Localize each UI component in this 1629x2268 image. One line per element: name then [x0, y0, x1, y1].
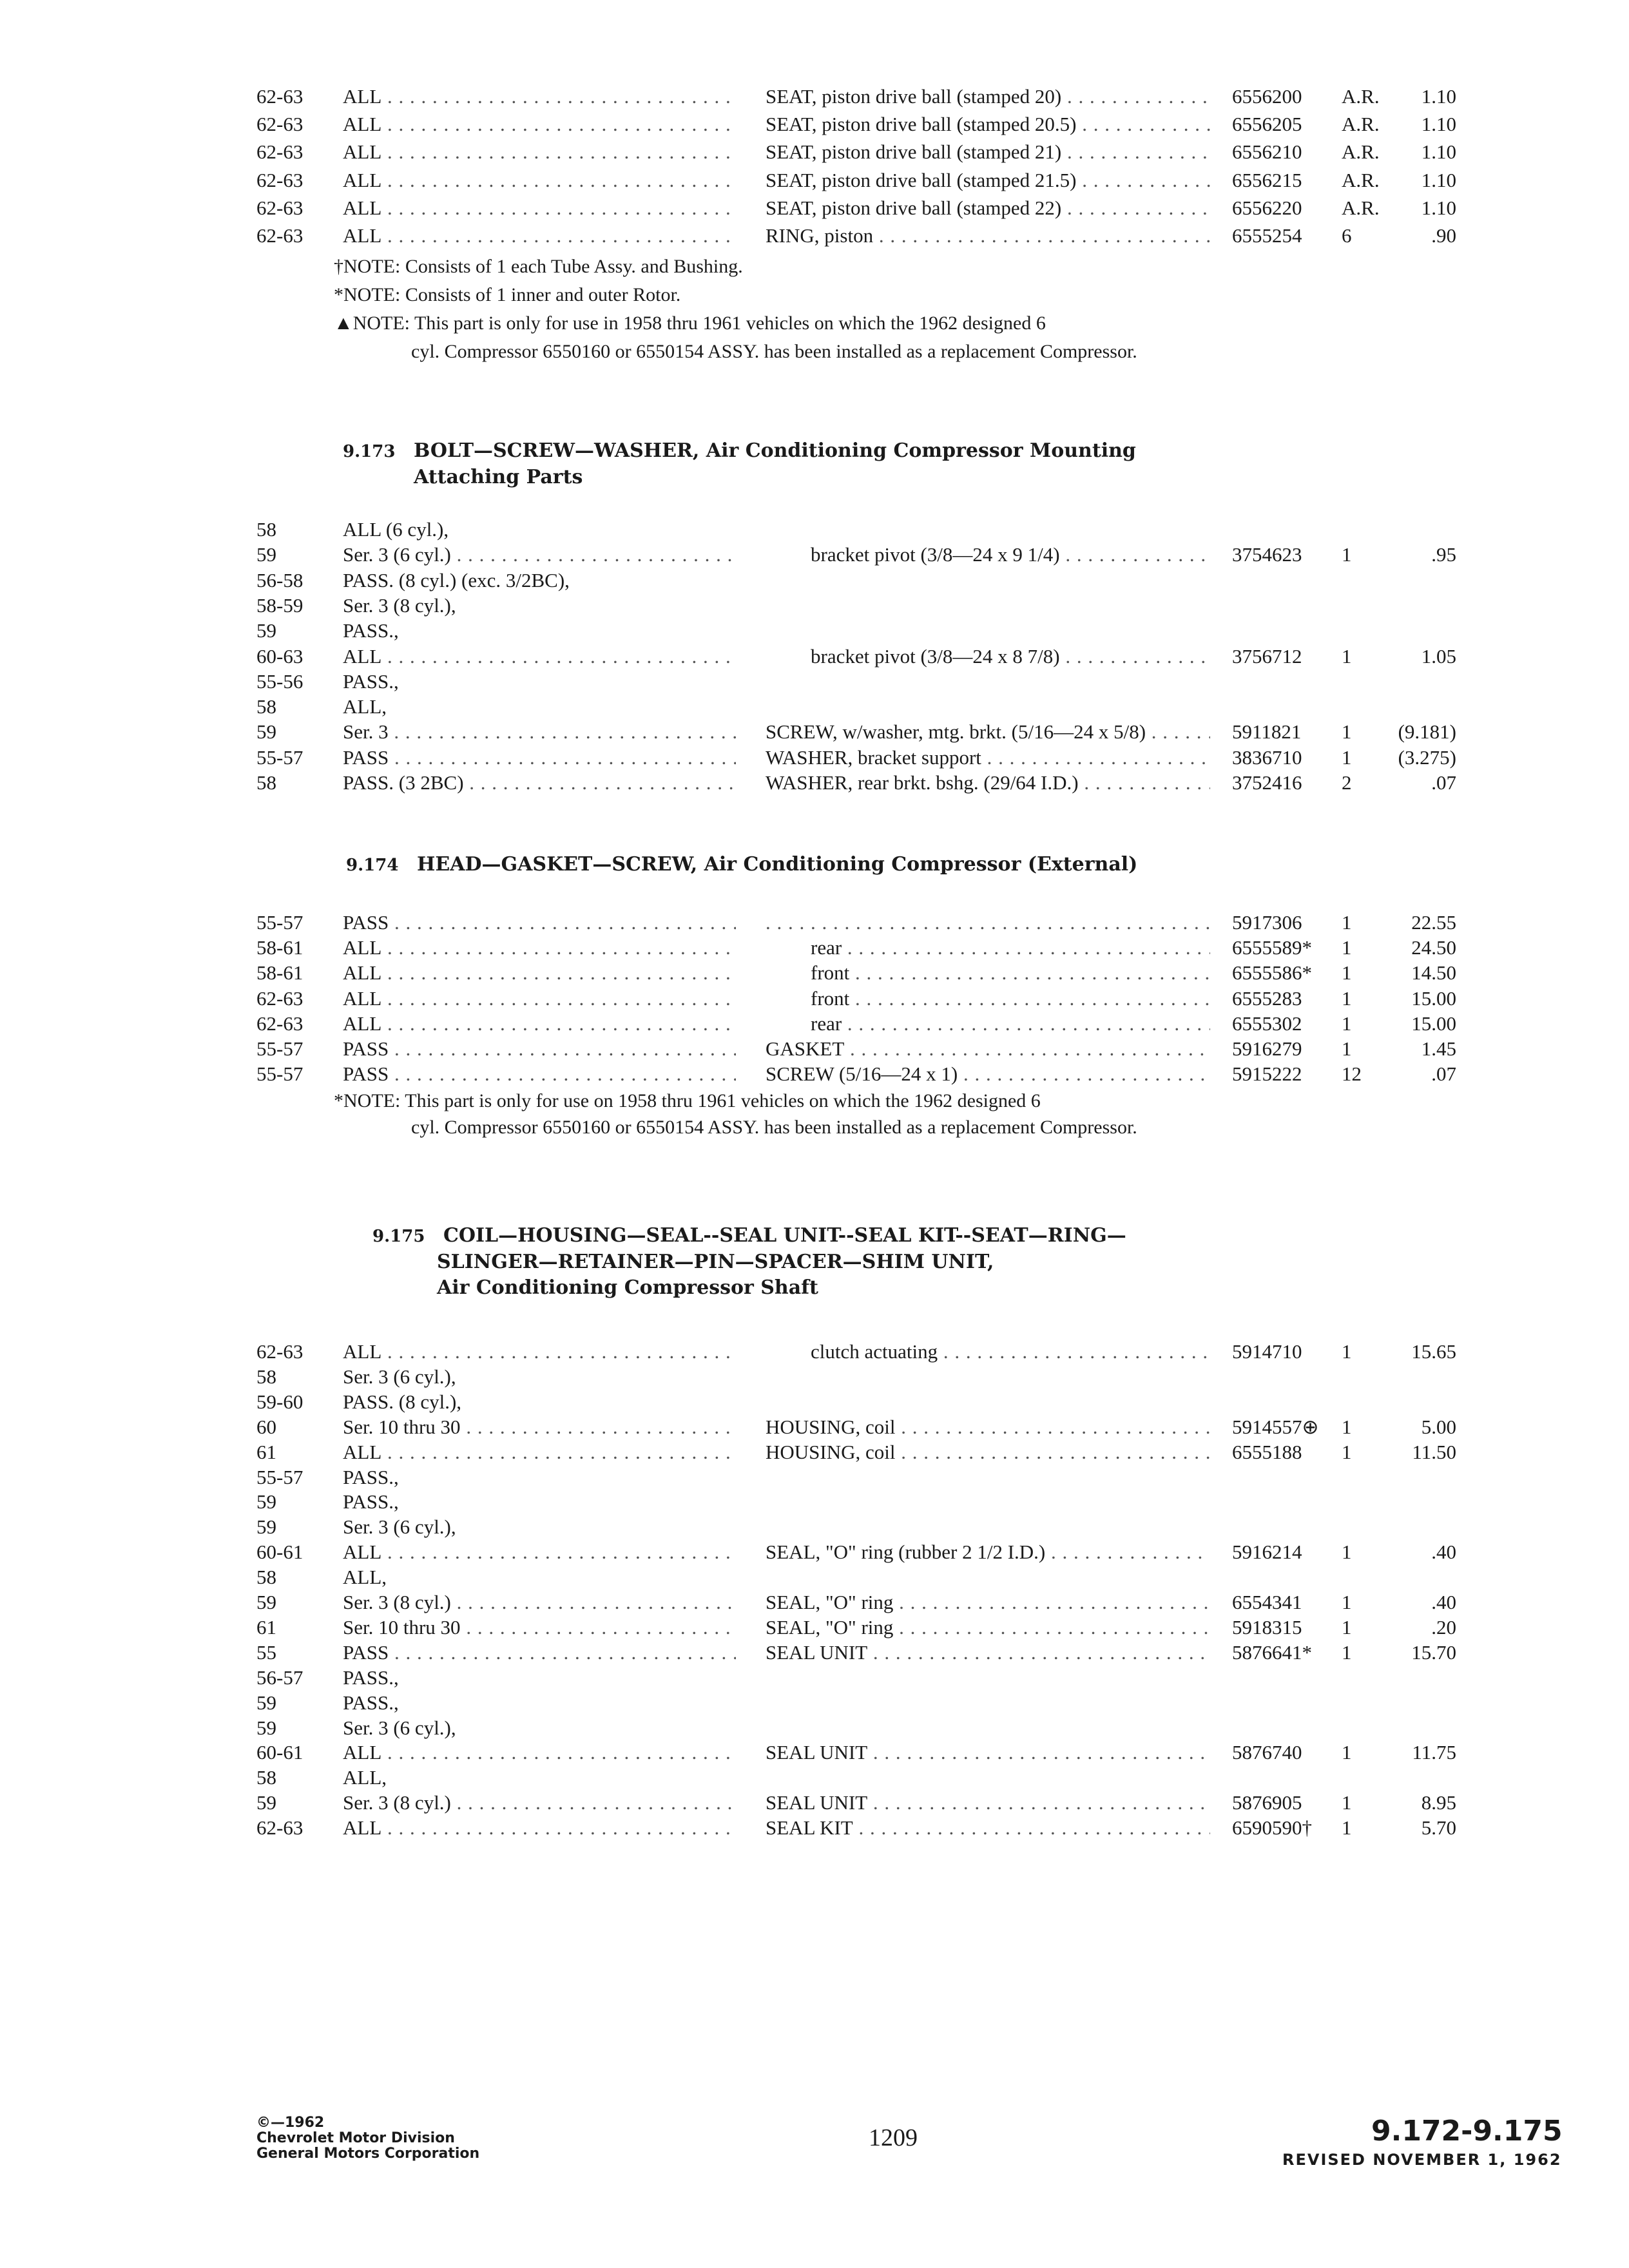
model-cell: Ser. 3 (8 cyl.), [343, 594, 456, 617]
model-cell: ALL . . . [343, 960, 736, 986]
section-range: 9.172-9.175 [1371, 2115, 1563, 2148]
table-row [0, 223, 1629, 249]
table-row [0, 1439, 1629, 1465]
quantity-cell: 1 [1342, 961, 1352, 984]
years-cell: 60-63 [256, 645, 304, 668]
description-cell: WASHER, rear brkt. bshg. (29/64 I.D.) . . . [766, 770, 1210, 796]
model-cell: PASS . . . [343, 745, 736, 771]
section-title-line: Attaching Parts [414, 466, 583, 488]
model-cell: ALL . . . [343, 935, 736, 961]
model-cell: ALL, [343, 1766, 387, 1789]
part-number-cell: 5911821 [1232, 720, 1302, 743]
quantity-cell: 1 [1342, 1641, 1352, 1664]
part-number-cell: 3754623 [1232, 543, 1302, 566]
table-row [0, 1564, 1629, 1590]
table-row [0, 1590, 1629, 1615]
table-row [0, 111, 1629, 137]
price-cell: 15.00 [1411, 987, 1456, 1010]
part-number-cell: 5916214 [1232, 1541, 1302, 1563]
description-cell: SCREW, w/washer, mtg. brkt. (5/16—24 x 5/8) . . . [766, 719, 1210, 745]
price-cell: 8.95 [1421, 1791, 1456, 1814]
model-cell: PASS., [343, 619, 399, 642]
model-cell: ALL . . . [343, 1815, 736, 1841]
quantity-cell: A.R. [1342, 169, 1380, 191]
years-cell: 55-56 [256, 670, 304, 693]
quantity-cell: 1 [1342, 1012, 1352, 1035]
quantity-cell: 1 [1342, 1416, 1352, 1438]
part-number-cell: 5876740 [1232, 1741, 1302, 1763]
description-cell: SCREW (5/16—24 x 1) . . . [766, 1061, 1210, 1087]
model-cell: ALL . . . [343, 644, 736, 669]
years-cell: 62-63 [256, 1012, 304, 1035]
table-row [0, 1790, 1629, 1816]
model-cell: PASS . . . [343, 1640, 736, 1666]
table-row [0, 1465, 1629, 1490]
description-cell: bracket pivot (3/8—24 x 8 7/8) . . . [811, 644, 1210, 669]
footer-copyright: ©—1962 [256, 2115, 325, 2131]
table-row [0, 1389, 1629, 1415]
table-row [0, 1514, 1629, 1540]
years-cell: 59 [256, 1591, 276, 1613]
part-number-cell: 6556200 [1232, 85, 1302, 108]
years-cell: 55-57 [256, 1037, 304, 1060]
description-cell: HOUSING, coil . . . [766, 1439, 1210, 1465]
part-number-cell: 5876641* [1232, 1641, 1312, 1664]
description-cell: front . . . [811, 960, 1210, 986]
years-cell: 58-61 [256, 936, 304, 959]
price-cell: 1.10 [1421, 197, 1456, 219]
description-cell: RING, piston . . . [766, 223, 1210, 249]
price-cell: (3.275) [1398, 746, 1456, 769]
model-cell: Ser. 3 (8 cyl.) . . . [343, 1790, 736, 1816]
description-cell: bracket pivot (3/8—24 x 9 1/4) . . . [811, 542, 1210, 568]
section-number: 9.173 [343, 442, 396, 461]
quantity-cell: 1 [1342, 1591, 1352, 1613]
description-cell: front . . . [811, 986, 1210, 1012]
model-cell: Ser. 3 (6 cyl.) . . . [343, 542, 736, 568]
years-cell: 55-57 [256, 1466, 304, 1488]
model-cell: PASS. (3 2BC) . . . [343, 770, 736, 796]
years-cell: 55-57 [256, 746, 304, 769]
price-cell: .20 [1431, 1616, 1456, 1639]
table-row [0, 568, 1629, 593]
table-row [0, 1414, 1629, 1440]
description-cell: SEAL UNIT . . . [766, 1790, 1210, 1816]
model-cell: ALL, [343, 695, 387, 718]
years-cell: 55-57 [256, 1062, 304, 1085]
table-row [0, 1364, 1629, 1390]
years-cell: 62-63 [256, 987, 304, 1010]
model-cell: ALL . . . [343, 223, 736, 249]
table-row [0, 542, 1629, 568]
model-cell: Ser. 10 thru 30 . . . [343, 1414, 736, 1440]
model-cell: ALL . . . [343, 195, 736, 221]
description-cell: SEAT, piston drive ball (stamped 21) . . . [766, 139, 1210, 165]
model-cell: PASS. (8 cyl.), [343, 1390, 462, 1413]
quantity-cell: 2 [1342, 771, 1352, 794]
description-cell: rear . . . [811, 935, 1210, 961]
section-title: BOLT—SCREW—WASHER, Air Conditioning Compressor Mounting [414, 439, 1136, 462]
section-heading [343, 438, 1136, 490]
years-cell: 59 [256, 1515, 276, 1538]
note-text: †NOTE: Consists of 1 each Tube Assy. and Bushing. [334, 256, 743, 277]
quantity-cell: 1 [1342, 1541, 1352, 1563]
description-cell: SEAL KIT . . . [766, 1815, 1210, 1841]
quantity-cell: 1 [1342, 1340, 1352, 1363]
price-cell: 1.05 [1421, 645, 1456, 668]
part-number-cell: 5876905 [1232, 1791, 1302, 1814]
quantity-cell: 1 [1342, 1816, 1352, 1839]
quantity-cell: 1 [1342, 1791, 1352, 1814]
years-cell: 62-63 [256, 1816, 304, 1839]
table-row [0, 1715, 1629, 1741]
years-cell: 62-63 [256, 140, 304, 163]
quantity-cell: A.R. [1342, 140, 1380, 163]
years-cell: 60-61 [256, 1541, 304, 1563]
model-cell: ALL . . . [343, 168, 736, 193]
part-number-cell: 5914710 [1232, 1340, 1302, 1363]
table-row [0, 1339, 1629, 1365]
price-cell: 1.10 [1421, 85, 1456, 108]
quantity-cell: 1 [1342, 746, 1352, 769]
table-row [0, 669, 1629, 695]
table-row [0, 593, 1629, 619]
description-cell: SEAL, "O" ring . . . [766, 1615, 1210, 1640]
model-cell: ALL (6 cyl.), [343, 518, 449, 541]
description-cell: GASKET . . . [766, 1036, 1210, 1062]
price-cell: 14.50 [1411, 961, 1456, 984]
years-cell: 61 [256, 1616, 276, 1639]
quantity-cell: 1 [1342, 645, 1352, 668]
price-cell: 5.70 [1421, 1816, 1456, 1839]
table-row [0, 1740, 1629, 1765]
quantity-cell: A.R. [1342, 197, 1380, 219]
footer-division: Chevrolet Motor Division [256, 2130, 455, 2146]
model-cell: PASS . . . [343, 910, 736, 936]
model-cell: Ser. 3 (6 cyl.), [343, 1716, 456, 1739]
years-cell: 58 [256, 771, 276, 794]
price-cell: 15.70 [1411, 1641, 1456, 1664]
part-number-cell: 5915222 [1232, 1062, 1302, 1085]
model-cell: Ser. 3 (6 cyl.), [343, 1365, 456, 1388]
part-number-cell: 6555254 [1232, 224, 1302, 247]
model-cell: Ser. 10 thru 30 . . . [343, 1615, 736, 1640]
description-cell: SEAT, piston drive ball (stamped 20.5) . . . [766, 111, 1210, 137]
price-cell: .40 [1431, 1591, 1456, 1613]
model-cell: ALL . . . [343, 111, 736, 137]
price-cell: 15.65 [1411, 1340, 1456, 1363]
price-cell: .07 [1431, 1062, 1456, 1085]
model-cell: ALL . . . [343, 1539, 736, 1565]
table-row [0, 139, 1629, 165]
note-text: *NOTE: This part is only for use on 1958 thru 1961 vehicles on which the 1962 designed 6 [334, 1090, 1041, 1111]
description-cell: SEAL UNIT . . . [766, 1740, 1210, 1765]
model-cell: PASS., [343, 1490, 399, 1513]
quantity-cell: 1 [1342, 911, 1352, 934]
description-cell: SEAT, piston drive ball (stamped 21.5) . . . [766, 168, 1210, 193]
years-cell: 62-63 [256, 113, 304, 135]
model-cell: ALL . . . [343, 1011, 736, 1037]
model-cell: Ser. 3 . . . [343, 719, 736, 745]
years-cell: 59 [256, 1716, 276, 1739]
section-heading [346, 852, 1137, 878]
table-row [0, 1640, 1629, 1666]
years-cell: 62-63 [256, 169, 304, 191]
price-cell: 1.10 [1421, 169, 1456, 191]
part-number-cell: 6554341 [1232, 1591, 1302, 1613]
part-number-cell: 3836710 [1232, 746, 1302, 769]
model-cell: PASS . . . [343, 1036, 736, 1062]
price-cell: 5.00 [1421, 1416, 1456, 1438]
table-row [0, 719, 1629, 745]
model-cell: PASS. (8 cyl.) (exc. 3/2BC), [343, 569, 570, 591]
part-number-cell: 6555586* [1232, 961, 1312, 984]
years-cell: 60 [256, 1416, 276, 1438]
years-cell: 59 [256, 720, 276, 743]
table-row [0, 935, 1629, 961]
price-cell: 1.10 [1421, 113, 1456, 135]
section-title: HEAD—GASKET—SCREW, Air Conditioning Compressor (External) [417, 853, 1138, 876]
years-cell: 59 [256, 543, 276, 566]
note-text: *NOTE: Consists of 1 inner and outer Rotor. [334, 284, 681, 305]
model-cell: ALL . . . [343, 1339, 736, 1365]
price-cell: 22.55 [1411, 911, 1456, 934]
quantity-cell: 1 [1342, 1616, 1352, 1639]
price-cell: .95 [1431, 543, 1456, 566]
part-number-cell: 6590590† [1232, 1816, 1312, 1839]
years-cell: 58 [256, 1766, 276, 1789]
quantity-cell: A.R. [1342, 85, 1380, 108]
table-row [0, 644, 1629, 669]
price-cell: .90 [1431, 224, 1456, 247]
years-cell: 58 [256, 1566, 276, 1588]
section-number: 9.175 [372, 1227, 425, 1246]
description-cell: clutch actuating . . . [811, 1339, 1210, 1365]
quantity-cell: 6 [1342, 224, 1352, 247]
years-cell: 62-63 [256, 1340, 304, 1363]
model-cell: ALL . . . [343, 84, 736, 110]
years-cell: 60-61 [256, 1741, 304, 1763]
note-continuation: cyl. Compressor 6550160 or 6550154 ASSY. has been installed as a replacement Compressor. [411, 341, 1137, 362]
years-cell: 58 [256, 695, 276, 718]
table-row [0, 1539, 1629, 1565]
years-cell: 55 [256, 1641, 276, 1664]
description-cell: SEAT, piston drive ball (stamped 22) . . . [766, 195, 1210, 221]
model-cell: PASS., [343, 1691, 399, 1714]
model-cell: PASS., [343, 1666, 399, 1689]
price-cell: 24.50 [1411, 936, 1456, 959]
price-cell: .40 [1431, 1541, 1456, 1563]
table-row [0, 168, 1629, 193]
table-row [0, 1036, 1629, 1062]
description-cell: SEAL, "O" ring . . . [766, 1590, 1210, 1615]
model-cell: Ser. 3 (6 cyl.), [343, 1515, 456, 1538]
part-number-cell: 6556210 [1232, 140, 1302, 163]
years-cell: 59 [256, 1490, 276, 1513]
table-row [0, 84, 1629, 110]
price-cell: (9.181) [1398, 720, 1456, 743]
note-continuation: cyl. Compressor 6550160 or 6550154 ASSY. has been installed as a replacement Compressor. [411, 1117, 1137, 1138]
years-cell: 62-63 [256, 85, 304, 108]
section-title: COIL—HOUSING—SEAL--SEAL UNIT--SEAL KIT--SEAT—RING— [443, 1224, 1126, 1247]
years-cell: 56-57 [256, 1666, 304, 1689]
years-cell: 59 [256, 1791, 276, 1814]
quantity-cell: 1 [1342, 1037, 1352, 1060]
part-number-cell: 3752416 [1232, 771, 1302, 794]
years-cell: 62-63 [256, 197, 304, 219]
part-number-cell: 6555283 [1232, 987, 1302, 1010]
note-text: ▲NOTE: This part is only for use in 1958 thru 1961 vehicles on which the 1962 designed 6 [334, 312, 1046, 334]
model-cell: PASS., [343, 670, 399, 693]
description-cell: SEAL, "O" ring (rubber 2 1/2 I.D.) . . . [766, 1539, 1210, 1565]
years-cell: 58 [256, 1365, 276, 1388]
quantity-cell: 1 [1342, 1741, 1352, 1763]
description-cell: SEAT, piston drive ball (stamped 20) . . . [766, 84, 1210, 110]
price-cell: 11.75 [1412, 1741, 1456, 1763]
description-cell: SEAL UNIT . . . [766, 1640, 1210, 1666]
years-cell: 58-61 [256, 961, 304, 984]
part-number-cell: 5914557⊕ [1232, 1416, 1319, 1438]
years-cell: 56-58 [256, 569, 304, 591]
quantity-cell: 1 [1342, 720, 1352, 743]
model-cell: Ser. 3 (8 cyl.) . . . [343, 1590, 736, 1615]
model-cell: ALL . . . [343, 1439, 736, 1465]
table-row [0, 910, 1629, 936]
quantity-cell: A.R. [1342, 113, 1380, 135]
part-number-cell: 6555188 [1232, 1441, 1302, 1463]
price-cell: 1.10 [1421, 140, 1456, 163]
part-number-cell: 5916279 [1232, 1037, 1302, 1060]
model-cell: ALL . . . [343, 139, 736, 165]
price-cell: 11.50 [1412, 1441, 1456, 1463]
description-cell: rear . . . [811, 1011, 1210, 1037]
years-cell: 58-59 [256, 594, 304, 617]
table-row [0, 745, 1629, 771]
model-cell: PASS . . . [343, 1061, 736, 1087]
quantity-cell: 1 [1342, 936, 1352, 959]
years-cell: 59-60 [256, 1390, 304, 1413]
part-number-cell: 5918315 [1232, 1616, 1302, 1639]
table-row [0, 517, 1629, 543]
table-row [0, 1815, 1629, 1841]
table-row [0, 618, 1629, 644]
section-heading [372, 1223, 1126, 1301]
years-cell: 61 [256, 1441, 276, 1463]
table-row [0, 694, 1629, 720]
table-row [0, 770, 1629, 796]
table-row [0, 1061, 1629, 1087]
table-row [0, 1011, 1629, 1037]
section-title-line: SLINGER—RETAINER—PIN—SPACER—SHIM UNIT, [437, 1251, 994, 1273]
model-cell: ALL . . . [343, 986, 736, 1012]
section-number: 9.174 [346, 856, 399, 875]
quantity-cell: 1 [1342, 543, 1352, 566]
part-number-cell: 5917306 [1232, 911, 1302, 934]
description-cell: WASHER, bracket support . . . [766, 745, 1210, 771]
part-number-cell: 6556205 [1232, 113, 1302, 135]
years-cell: 58 [256, 518, 276, 541]
model-cell: PASS., [343, 1466, 399, 1488]
price-cell: 1.45 [1421, 1037, 1456, 1060]
table-row [0, 195, 1629, 221]
part-number-cell: 6556220 [1232, 197, 1302, 219]
quantity-cell: 1 [1342, 1441, 1352, 1463]
page-number: 1209 [869, 2124, 918, 2151]
table-row [0, 1765, 1629, 1791]
table-row [0, 986, 1629, 1012]
years-cell: 55-57 [256, 911, 304, 934]
description-cell: HOUSING, coil . . . [766, 1414, 1210, 1440]
table-row [0, 960, 1629, 986]
table-row [0, 1665, 1629, 1691]
years-cell: 59 [256, 1691, 276, 1714]
years-cell: 59 [256, 619, 276, 642]
price-cell: .07 [1431, 771, 1456, 794]
table-row [0, 1690, 1629, 1716]
quantity-cell: 12 [1342, 1062, 1362, 1085]
part-number-cell: 6556215 [1232, 169, 1302, 191]
description-cell [766, 910, 1210, 936]
part-number-cell: 6555302 [1232, 1012, 1302, 1035]
model-cell: ALL, [343, 1566, 387, 1588]
footer-corporation: General Motors Corporation [256, 2146, 480, 2162]
model-cell: ALL . . . [343, 1740, 736, 1765]
price-cell: 15.00 [1411, 1012, 1456, 1035]
section-title-line: Air Conditioning Compressor Shaft [437, 1276, 818, 1299]
years-cell: 62-63 [256, 224, 304, 247]
part-number-cell: 6555589* [1232, 936, 1312, 959]
table-row [0, 1615, 1629, 1640]
part-number-cell: 3756712 [1232, 645, 1302, 668]
table-row [0, 1489, 1629, 1515]
quantity-cell: 1 [1342, 987, 1352, 1010]
revised-date: REVISED NOVEMBER 1, 1962 [1282, 2151, 1562, 2169]
